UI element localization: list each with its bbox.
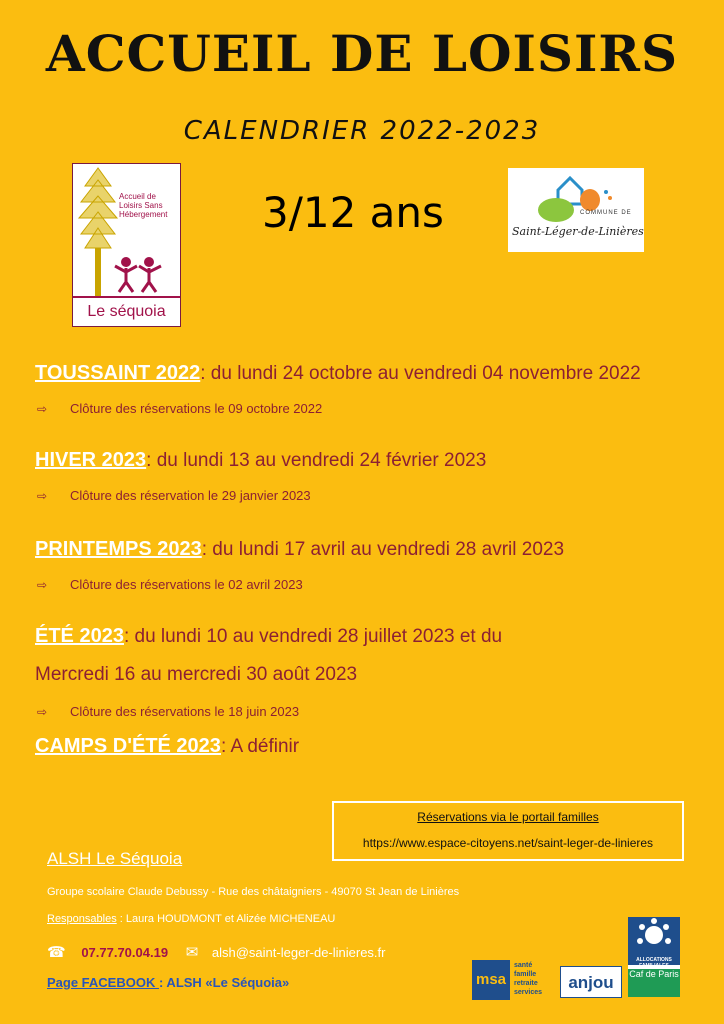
- phone-icon: ☎: [47, 944, 66, 961]
- page-title: ACCUEIL DE LOISIRS: [45, 24, 679, 83]
- period-ete-dates-2: Mercredi 16 au mercredi 30 août 2023: [35, 664, 358, 685]
- arrow-icon: ⇨: [37, 578, 48, 592]
- sequoia-logo-name: Le séquoia: [73, 296, 180, 326]
- children-icon: [113, 256, 163, 294]
- period-printemps-note: [37, 577, 303, 592]
- mail-icon: ✉: [185, 944, 199, 961]
- reservations-title: Réservations via le portail familles: [417, 810, 599, 824]
- anjou-text: anjou: [568, 973, 614, 992]
- closing-note: Clôture des réservation le 29 janvier 2023: [70, 488, 311, 503]
- period-printemps: [35, 538, 564, 561]
- msa-lines: santé famille retraite services: [514, 962, 543, 996]
- period-dates: : du lundi 24 octobre au vendredi 04 novembre 2022: [200, 363, 641, 384]
- commune-town: Saint-Léger-de-Linières: [512, 225, 644, 238]
- contact-line: [47, 943, 386, 961]
- period-label: TOUSSAINT 2022: [35, 362, 201, 384]
- closing-note: Clôture des réservations le 02 avril 2023: [70, 577, 303, 592]
- caf-logo: [628, 917, 680, 997]
- caf-bottom-text: Caf de Paris: [628, 969, 680, 997]
- reservations-url[interactable]: https://www.espace-citoyens.net/saint-leger-de-linieres: [362, 836, 654, 850]
- sequoia-logo: [72, 163, 181, 327]
- period-dates: : du lundi 13 au vendredi 24 février 2023: [146, 450, 487, 471]
- period-label: PRINTEMPS 2023: [35, 538, 202, 560]
- phone-number[interactable]: 07.77.70.04.19: [81, 945, 169, 960]
- reservations-box: [332, 801, 684, 861]
- responsables-names: : Laura HOUDMONT et Alizée MICHENEAU: [116, 913, 336, 925]
- period-dates: : du lundi 10 au vendredi 28 juillet 2023 et du: [123, 626, 503, 647]
- arrow-icon: ⇨: [37, 705, 48, 719]
- period-dates: : A définir: [220, 736, 300, 757]
- commune-label: COMMUNE DE: [580, 210, 632, 216]
- period-label: CAMPS D'ÉTÉ 2023: [35, 735, 221, 757]
- sequoia-logo-text: Accueil de Loisirs Sans Hébergement: [119, 192, 168, 219]
- msa-logo: [472, 960, 550, 1000]
- facebook-link[interactable]: [47, 975, 289, 990]
- facebook-label[interactable]: Page FACEBOOK: [47, 975, 159, 990]
- facebook-name: : ALSH «Le Séquoia»: [158, 975, 290, 990]
- address: Groupe scolaire Claude Debussy - Rue des châtaigniers - 49070 St Jean de Linières: [47, 886, 460, 898]
- period-hiver: [35, 449, 486, 472]
- period-ete: [35, 625, 502, 648]
- caf-top-text: ALLOCATIONS FAMILIALES: [636, 957, 672, 969]
- commune-emblem-icon: [536, 170, 616, 228]
- period-label: HIVER 2023: [35, 449, 147, 471]
- msa-box: msa: [472, 960, 510, 1000]
- responsables-label: Responsables: [47, 913, 117, 925]
- arrow-icon: ⇨: [37, 489, 48, 503]
- closing-note: Clôture des réservations le 18 juin 2023: [70, 704, 300, 719]
- period-hiver-note: [37, 488, 311, 503]
- calendar-subtitle: CALENDRIER 2022-2023: [183, 116, 541, 146]
- age-range: 3/12 ans: [262, 188, 444, 237]
- period-camps: [35, 735, 299, 758]
- responsables: [47, 913, 335, 925]
- period-toussaint-note: [37, 401, 322, 416]
- arrow-icon: ⇨: [37, 402, 48, 416]
- email-address[interactable]: alsh@saint-leger-de-linieres.fr: [211, 945, 386, 960]
- period-toussaint: [35, 362, 641, 385]
- period-label: ÉTÉ 2023: [35, 625, 124, 647]
- anjou-logo: [560, 966, 622, 998]
- period-dates: : du lundi 17 avril au vendredi 28 avril 2023: [201, 539, 565, 560]
- commune-logo: [508, 168, 644, 252]
- alsh-name: ALSH Le Séquoia: [47, 849, 183, 868]
- caf-emblem-icon: [628, 917, 680, 957]
- closing-note: Clôture des réservations le 09 octobre 2022: [70, 401, 323, 416]
- period-ete-note: [37, 704, 299, 719]
